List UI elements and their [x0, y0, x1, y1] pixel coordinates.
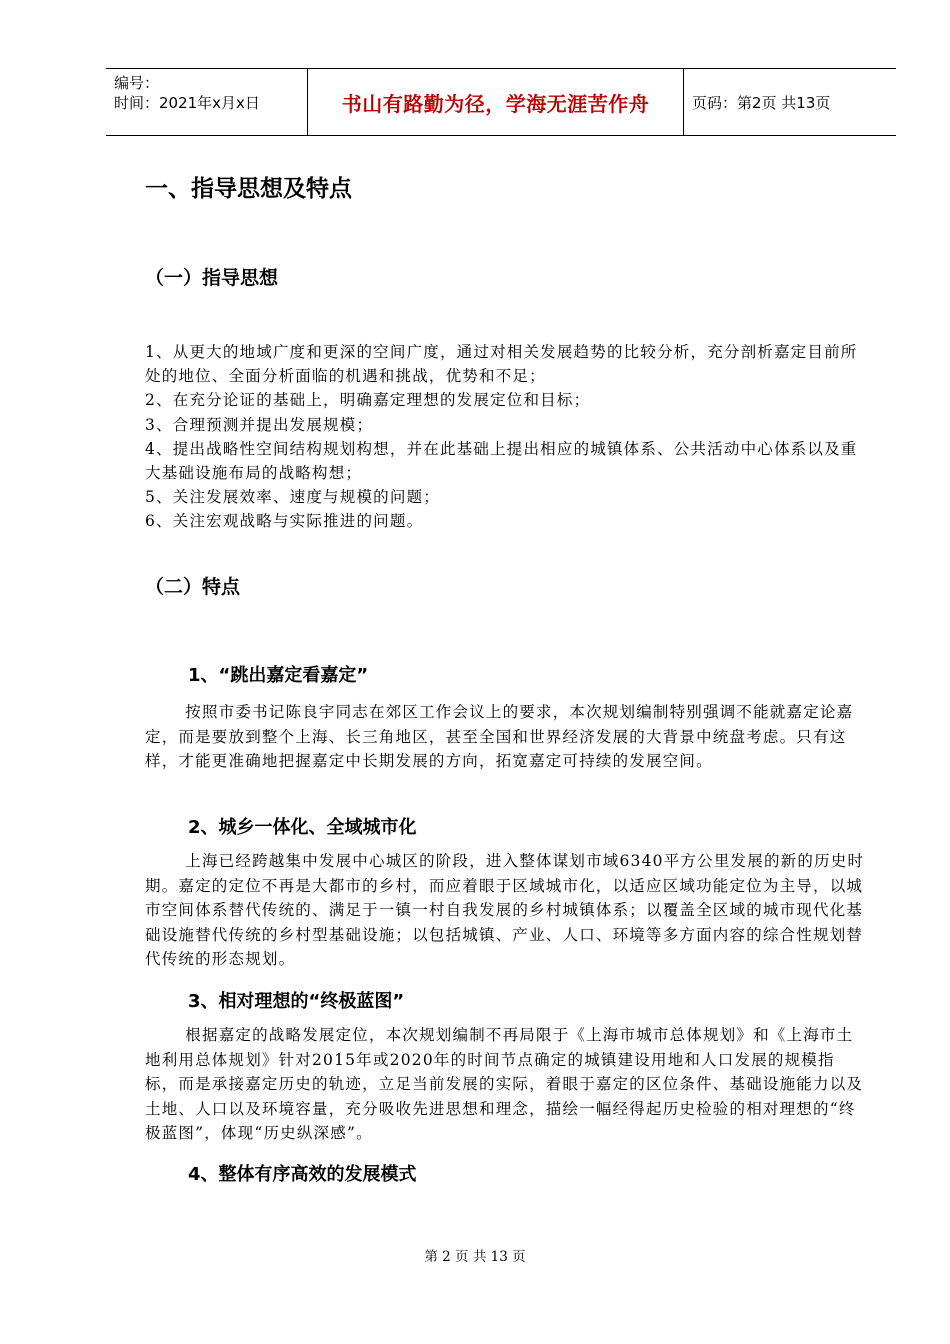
- point-text-3: 根据嘉定的战略发展定位，本次规划编制不再局限于《上海市城市总体规划》和《上海市土地利用总体规划》针对2015年或2020年的时间节点确定的城镇建设用地和人口发展的规模指标，而是承接嘉定历史的轨迹，立足当前发展的实际，着眼于嘉定的区位条件、基础设施能力以及土地、人口以及环境容量，充分吸收先进思想和理念，描绘一幅经得起历史检验的相对理想的“终极蓝图”，体现“历史纵深感”。: [145, 1026, 864, 1142]
- list-item: 6、关注宏观战略与实际推进的问题。: [145, 512, 424, 531]
- subsection-title-features: （二）特点: [145, 576, 241, 598]
- list-item: 5、关注发展效率、速度与规模的问题；: [145, 488, 440, 507]
- list-item: 1、从更大的地域广度和更深的空间广度，通过对相关发展趋势的比较分析，充分剖析嘉定目前所处的地位、全面分析面临的机遇和挑战，优势和不足；: [145, 343, 858, 386]
- section-title: 一、指导思想及特点: [145, 176, 352, 202]
- list-item: 3、合理预测并提出发展规模；: [145, 415, 374, 434]
- header-meta-cell: [106, 69, 308, 135]
- point-text-1: 按照市委书记陈良宇同志在郊区工作会议上的要求，本次规划编制特别强调不能就嘉定论嘉定，而是要放到整个上海、长三角地区，甚至全国和世界经济发展的大背景中统盘考虑。只有这样，才能更准确地把握嘉定中长期发展的方向，拓宽嘉定可持续的发展空间。: [145, 703, 854, 770]
- guiding-list: [145, 340, 865, 534]
- point-title-2: 2、城乡一体化、全域城市化: [188, 817, 417, 838]
- point-text-2: 上海已经跨越集中发展中心城区的阶段，进入整体谋划市域6340平方公里发展的新的历史时期。嘉定的定位不再是大都市的乡村，而应着眼于区域城市化，以适应区域功能定位为主导，以城市空间体系替代传统的、满足于一镇一村自我发展的乡村城镇体系；以覆盖全区域的城市现代化基础设施替代传统的乡村型基础设施；以包括城镇、产业、人口、环境等多方面内容的综合性规划替代传统的形态规划。: [145, 852, 865, 968]
- point-title-4: 4、整体有序高效的发展模式: [188, 1164, 417, 1185]
- number-label: 编号：: [114, 74, 160, 92]
- list-item: 4、提出战略性空间结构规划构想，并在此基础上提出相应的城镇体系、公共活动中心体系以及重大基础设施布局的战略构想；: [145, 439, 858, 483]
- time-label: 时间：2021年x月x日: [114, 94, 260, 112]
- subsection-title-guiding: （一）指导思想: [145, 267, 279, 289]
- list-item: 2、在充分论证的基础上，明确嘉定理想的发展定位和目标；: [145, 391, 591, 410]
- header-table: [106, 68, 896, 136]
- point-title-1: 1、“跳出嘉定看嘉定”: [188, 665, 369, 686]
- page-footer: 第 2 页 共 13 页: [424, 1249, 526, 1265]
- header-motto: 书山有路勤为径，学海无涯苦作舟: [308, 69, 684, 135]
- point-title-3: 3、相对理想的“终极蓝图”: [188, 991, 405, 1012]
- header-page-label: 页码：第2页 共13页: [692, 93, 831, 112]
